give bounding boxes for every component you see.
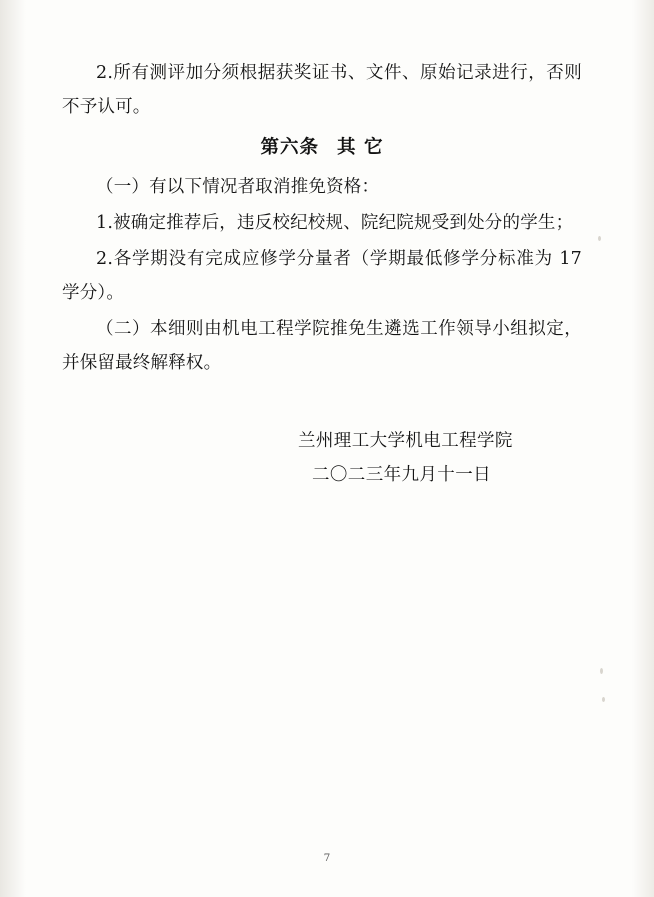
scan-speck — [602, 697, 605, 702]
page-number: 7 — [323, 852, 331, 864]
scan-speck — [600, 668, 603, 674]
paragraph-scoring-rule: 2.所有测评加分须根据获奖证书、文件、原始记录进行，否则不予认可。 — [62, 63, 582, 117]
section-heading — [62, 130, 582, 166]
paragraph-clause-one-item-1: 1.被确定推荐后，违反校纪校规、院纪院规受到处分的学生； — [96, 213, 574, 233]
document-body — [62, 56, 582, 492]
signature-block — [62, 424, 582, 492]
signature-date: 二〇二三年九月十一日 — [312, 465, 491, 485]
paragraph-clause-one-item-2: 2.各学期没有完成应修学分量者（学期最低修学分标准为 17 学分）。 — [62, 249, 582, 303]
scan-speck — [598, 236, 601, 241]
signature-organization: 兰州理工大学机电工程学院 — [298, 431, 513, 451]
paragraph-clause-one: （一）有以下情况者取消推免资格： — [96, 177, 380, 197]
section-heading-title: 其 它 — [337, 137, 384, 158]
paragraph-clause-two: （二）本细则由机电工程学院推免生遴选工作领导小组拟定，并保留最终解释权。 — [62, 319, 582, 373]
section-heading-number: 第六条 — [260, 137, 320, 158]
